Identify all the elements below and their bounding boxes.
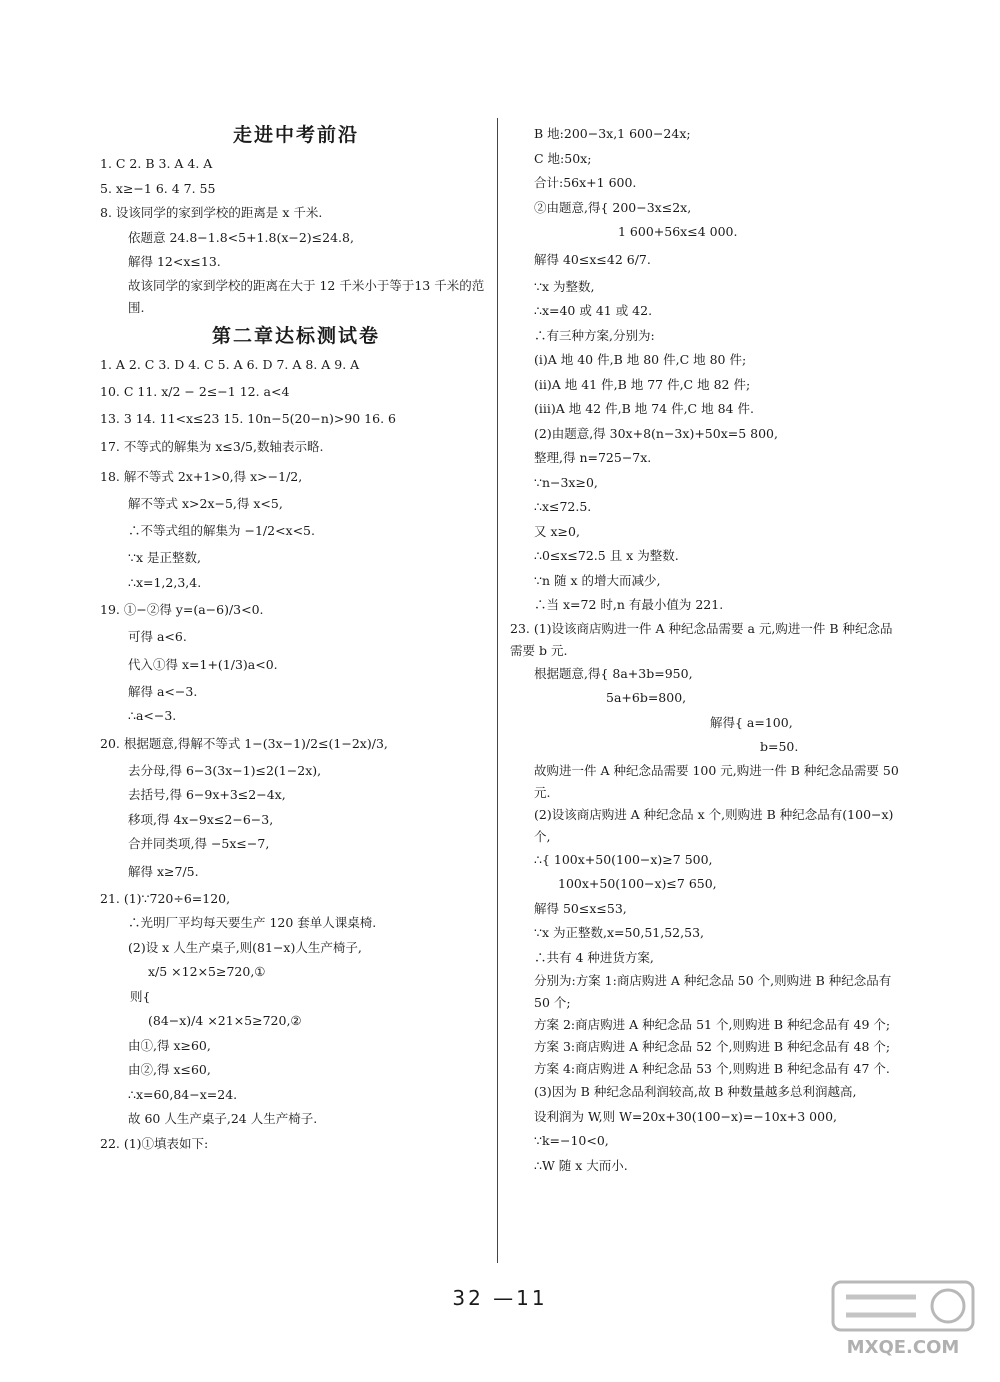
- answer-line: (ⅲ)A 地 42 件,B 地 74 件,C 地 84 件.: [534, 401, 754, 416]
- answer-line: C 地:50x;: [534, 150, 592, 166]
- answer-line: ∴x=1,2,3,4.: [128, 574, 202, 590]
- answer-line: 分别为:方案 1:商店购进 A 种纪念品 50 个,则购进 B 种纪念品有 50 个;: [534, 973, 892, 1010]
- answer-line: 方案 3:商店购进 A 种纪念品 52 个,则购进 B 种纪念品有 48 个;: [534, 1039, 891, 1054]
- answer-line: ∴x=40 或 41 或 42.: [534, 303, 653, 318]
- watermark-logo-icon: [828, 1277, 978, 1362]
- answer-line: (3)因为 B 种纪念品利润较高,故 B 种数量越多总利润越高,: [534, 1084, 857, 1099]
- answer-line: 10. C 11. x/2 − 2≤−1 12. a<4: [100, 384, 290, 399]
- equation-system-line: (84−x)/4 ×21×5≥720,②: [148, 1013, 302, 1028]
- answer-line: 设利润为 W,则 W=20x+30(100−x)=−10x+3 000,: [534, 1108, 838, 1124]
- answer-line: ∴x=60,84−x=24.: [128, 1086, 238, 1102]
- left-column: [100, 118, 492, 1156]
- answer-line: 由②,得 x≤60,: [128, 1062, 211, 1077]
- answer-line: 去括号,得 6−9x+3≤2−4x,: [128, 787, 286, 802]
- answer-line: 方案 2:商店购进 A 种纪念品 51 个,则购进 B 种纪念品有 49 个;: [534, 1017, 891, 1032]
- answer-line: ∵x 是正整数,: [128, 550, 201, 565]
- answer-line: 1. C 2. B 3. A 4. A: [100, 156, 213, 171]
- answer-line: (ⅰ)A 地 40 件,B 地 80 件,C 地 80 件;: [534, 352, 747, 367]
- answer-line: 整理,得 n=725−7x.: [534, 450, 652, 465]
- answer-line: 19. ①−②得 y=(a−6)/3<0.: [100, 602, 264, 617]
- answer-line: ∴W 随 x 大而小.: [534, 1157, 628, 1173]
- equation-system-line: 5a+6b=800,: [606, 690, 687, 705]
- section-title-frontier: 走进中考前沿: [232, 124, 359, 146]
- answer-line: 解得 50≤x≤53,: [534, 900, 627, 916]
- answer-line: 依题意 24.8−1.8<5+1.8(x−2)≤24.8,: [128, 229, 354, 245]
- equation-system-line: b=50.: [760, 739, 799, 754]
- answer-line: 20. 根据题意,得解不等式 1−(3x−1)/2≤(1−2x)/3,: [100, 735, 388, 751]
- answer-line: (ⅱ)A 地 41 件,B 地 77 件,C 地 82 件;: [534, 376, 751, 392]
- answer-line: 解得 12<x≤13.: [128, 254, 221, 269]
- right-column: [510, 122, 902, 1178]
- answer-line: 22. (1)①填表如下:: [100, 1135, 209, 1151]
- answer-line: 8. 设该同学的家到学校的距离是 x 千米.: [100, 205, 323, 220]
- answer-line: 合计:56x+1 600.: [534, 175, 637, 190]
- answer-line: ∴不等式组的解集为 −1/2<x<5.: [128, 523, 315, 538]
- answer-line: 故 60 人生产桌子,24 人生产椅子.: [128, 1111, 318, 1126]
- answer-line: 由①,得 x≥60,: [128, 1037, 211, 1053]
- answer-line: 方案 4:商店购进 A 种纪念品 53 个,则购进 B 种纪念品有 47 个.: [534, 1061, 890, 1076]
- equation-system-brace: 则{: [130, 988, 151, 1004]
- answer-line: ∵k=−10<0,: [534, 1133, 609, 1148]
- answer-line: 1. A 2. C 3. D 4. C 5. A 6. D 7. A 8. A 9. A: [100, 356, 360, 372]
- answer-line: 23. (1)设该商店购进一件 A 种纪念品需要 a 元,购进一件 B 种纪念品需要 b 元.: [510, 620, 893, 658]
- answer-line: ∵x 为正整数,x=50,51,52,53,: [534, 925, 704, 940]
- equation-system-line: 100x+50(100−x)≤7 650,: [558, 876, 717, 891]
- answer-line: 可得 a<6.: [128, 629, 187, 644]
- watermark-logo: [828, 1277, 978, 1362]
- equation-system-line: 1 600+56x≤4 000.: [618, 224, 738, 239]
- answer-line: 移项,得 4x−9x≤2−6−3,: [128, 811, 274, 827]
- answer-line: ∴当 x=72 时,n 有最小值为 221.: [534, 597, 724, 612]
- answer-line: 解得 40≤x≤42 6/7.: [534, 251, 651, 267]
- answer-line: 21. (1)∵720÷6=120,: [100, 890, 231, 906]
- answer-line: ∵n 随 x 的增大而减少,: [534, 572, 661, 588]
- answer-line: 故该同学的家到学校的距离在大于 12 千米小于等于13 千米的范围.: [128, 277, 485, 315]
- answer-line: 又 x≥0,: [534, 523, 580, 539]
- answer-line: 解不等式 x>2x−5,得 x<5,: [128, 495, 283, 511]
- watermark-text: MXQE.COM: [846, 1337, 960, 1358]
- answer-line: 故购进一件 A 种纪念品需要 100 元,购进一件 B 种纪念品需要 50 元.: [534, 762, 899, 800]
- answer-line: ∴x≤72.5.: [534, 499, 592, 514]
- answer-line: (2)设该商店购进 A 种纪念品 x 个,则购进 B 种纪念品有(100−x)个,: [534, 806, 894, 844]
- answer-line: 13. 3 14. 11<x≤23 15. 10n−5(20−n)>90 16. 6: [100, 411, 396, 426]
- equation-system-line: ②由题意,得{ 200−3x≤2x,: [534, 199, 692, 215]
- answer-line: B 地:200−3x,1 600−24x;: [534, 126, 691, 141]
- answer-line: ∵n−3x≥0,: [534, 474, 598, 490]
- answer-line: ∴a<−3.: [128, 708, 177, 723]
- answer-line: 解得 a<−3.: [128, 683, 198, 699]
- answer-line: 合并同类项,得 −5x≤−7,: [128, 836, 270, 851]
- answer-line: ∵x 为整数,: [534, 278, 595, 294]
- answer-line: ∴有三种方案,分别为:: [534, 327, 655, 343]
- answer-line: (2)由题意,得 30x+8(n−3x)+50x=5 800,: [534, 425, 778, 441]
- section-title-chapter-test: 第二章达标测试卷: [211, 324, 380, 347]
- column-divider: [497, 118, 498, 1263]
- answer-line: ∴光明厂平均每天要生产 120 套单人课桌椅.: [128, 915, 377, 930]
- equation-system-line: ∴{ 100x+50(100−x)≥7 500,: [534, 851, 713, 867]
- answer-line: 去分母,得 6−3(3x−1)≤2(1−2x),: [128, 762, 322, 778]
- answer-line: 5. x≥−1 6. 4 7. 55: [100, 180, 216, 196]
- answer-line: ∴0≤x≤72.5 且 x 为整数.: [534, 548, 679, 563]
- equation-system-line: 解得{ a=100,: [710, 714, 793, 730]
- answer-line: 解得 x≥7/5.: [128, 863, 199, 879]
- answer-line: 代入①得 x=1+(1/3)a<0.: [128, 656, 278, 672]
- equation-system-line: 根据题意,得{ 8a+3b=950,: [534, 665, 693, 681]
- page-number: 32 —11: [452, 1286, 548, 1310]
- answer-line: (2)设 x 人生产桌子,则(81−x)人生产椅子,: [128, 939, 362, 955]
- answer-line: 18. 解不等式 2x+1>0,得 x>−1/2,: [100, 468, 303, 484]
- answer-line: 17. 不等式的解集为 x≤3/5,数轴表示略.: [100, 438, 324, 454]
- equation-system-line: x/5 ×12×5≥720,①: [148, 964, 266, 979]
- answer-line: ∴共有 4 种进货方案,: [534, 949, 654, 965]
